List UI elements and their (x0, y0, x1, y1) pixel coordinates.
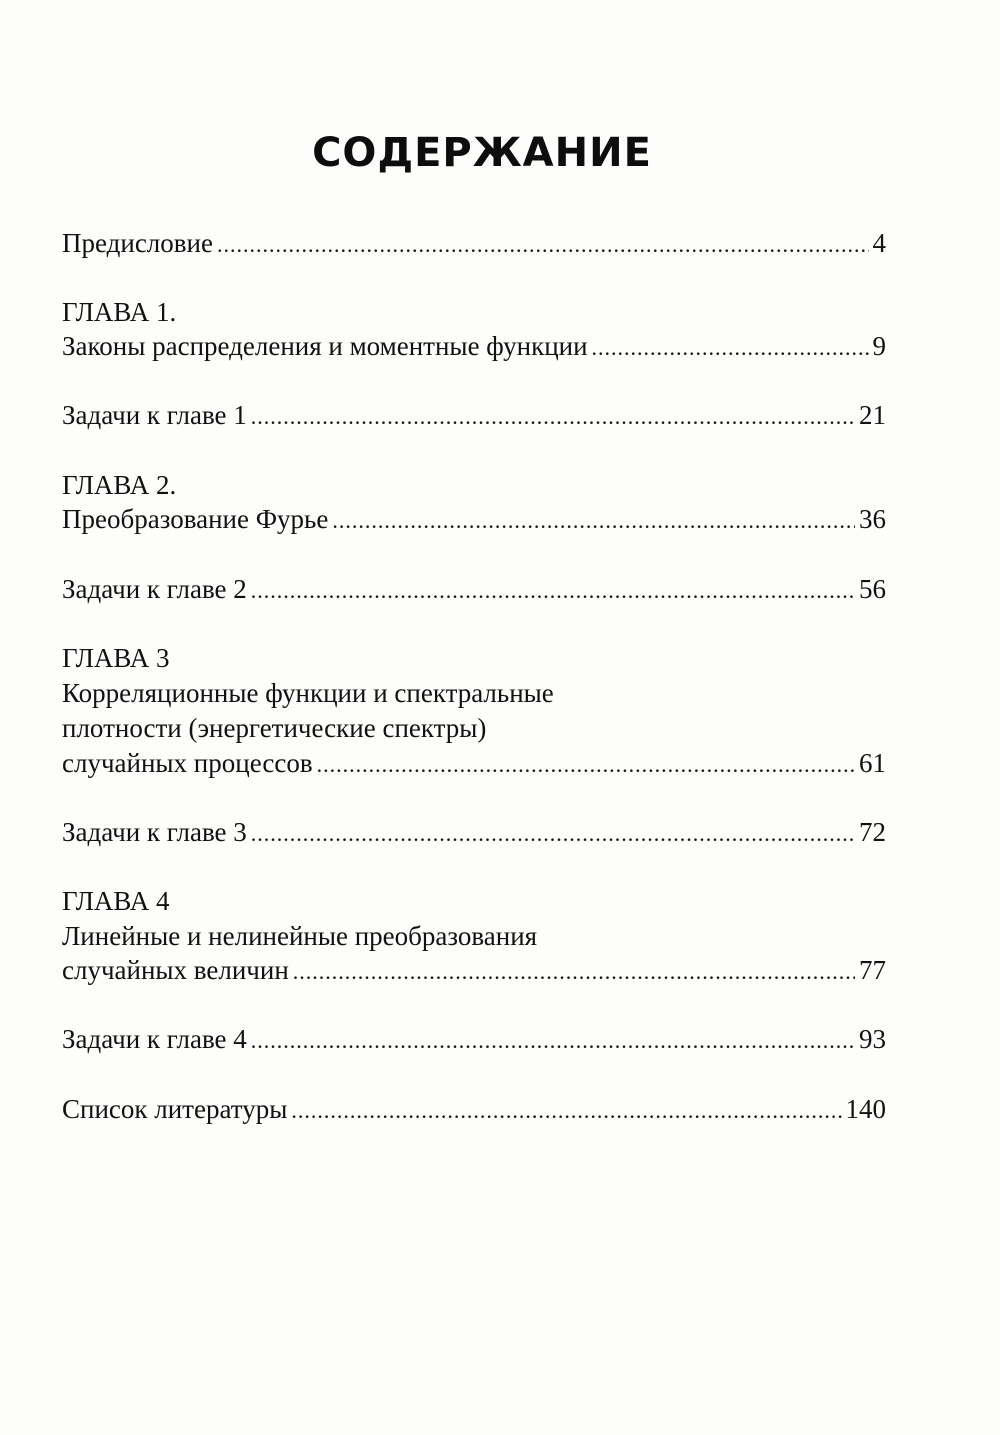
chapter-2-label: ГЛАВА 2. (62, 470, 177, 500)
toc-entry-text: Список литературы (62, 1094, 288, 1124)
toc-page-number: 93 (859, 1024, 886, 1054)
toc-entry-text: Задачи к главе 3 (62, 817, 247, 847)
toc-entry-problems-3[interactable] (62, 815, 886, 849)
toc-entry-chapter-3[interactable] (62, 746, 886, 780)
chapter-3-label: ГЛАВА 3 (62, 643, 170, 673)
toc-page-number: 9 (872, 331, 886, 361)
leader-dots (251, 400, 855, 434)
toc-entry-text: Предисловие (62, 228, 213, 258)
chapter-3-title-line: Корреляционные функции и спектральные (62, 678, 554, 708)
toc-page-number: 77 (859, 955, 886, 985)
toc-entry-problems-1[interactable] (62, 398, 886, 432)
toc-entry-references[interactable] (62, 1092, 886, 1126)
toc-page-number: 56 (859, 574, 886, 604)
toc-entry-text: Задачи к главе 4 (62, 1024, 247, 1054)
page-title: СОДЕРЖАНИЕ (312, 130, 652, 176)
toc-entry-chapter-4[interactable] (62, 953, 886, 987)
toc-entry-preface[interactable] (62, 226, 886, 260)
toc-page-number: 61 (859, 748, 886, 778)
toc-page-number: 72 (859, 817, 886, 847)
leader-dots (251, 817, 855, 851)
leader-dots (317, 748, 855, 782)
leader-dots (251, 1024, 855, 1058)
toc-entry-text: Преобразование Фурье (62, 504, 329, 534)
toc-page-number: 4 (872, 228, 886, 258)
toc-page-number: 36 (859, 504, 886, 534)
toc-page-number: 140 (845, 1094, 886, 1124)
toc-entry-problems-4[interactable] (62, 1022, 886, 1056)
leader-dots (291, 1094, 841, 1128)
toc-entry-chapter-2[interactable] (62, 502, 886, 536)
toc-entry-text: Задачи к главе 2 (62, 574, 247, 604)
leader-dots (332, 504, 855, 538)
leader-dots (217, 228, 869, 262)
toc-entry-text: Законы распределения и моментные функции (62, 331, 588, 361)
toc-entry-text: Задачи к главе 1 (62, 400, 247, 430)
chapter-3-title-line: плотности (энергетические спектры) (62, 713, 487, 743)
chapter-4-label: ГЛАВА 4 (62, 886, 170, 916)
toc-entry-chapter-1[interactable] (62, 329, 886, 363)
chapter-1-label: ГЛАВА 1. (62, 297, 177, 327)
leader-dots (251, 574, 855, 608)
toc-entry-text: случайных процессов (62, 748, 313, 778)
toc-page-number: 21 (859, 400, 886, 430)
toc-entry-text: случайных величин (62, 955, 289, 985)
chapter-4-title-line: Линейные и нелинейные преобразования (62, 921, 538, 951)
leader-dots (293, 955, 855, 989)
leader-dots (592, 331, 869, 365)
toc-entry-problems-2[interactable] (62, 572, 886, 606)
